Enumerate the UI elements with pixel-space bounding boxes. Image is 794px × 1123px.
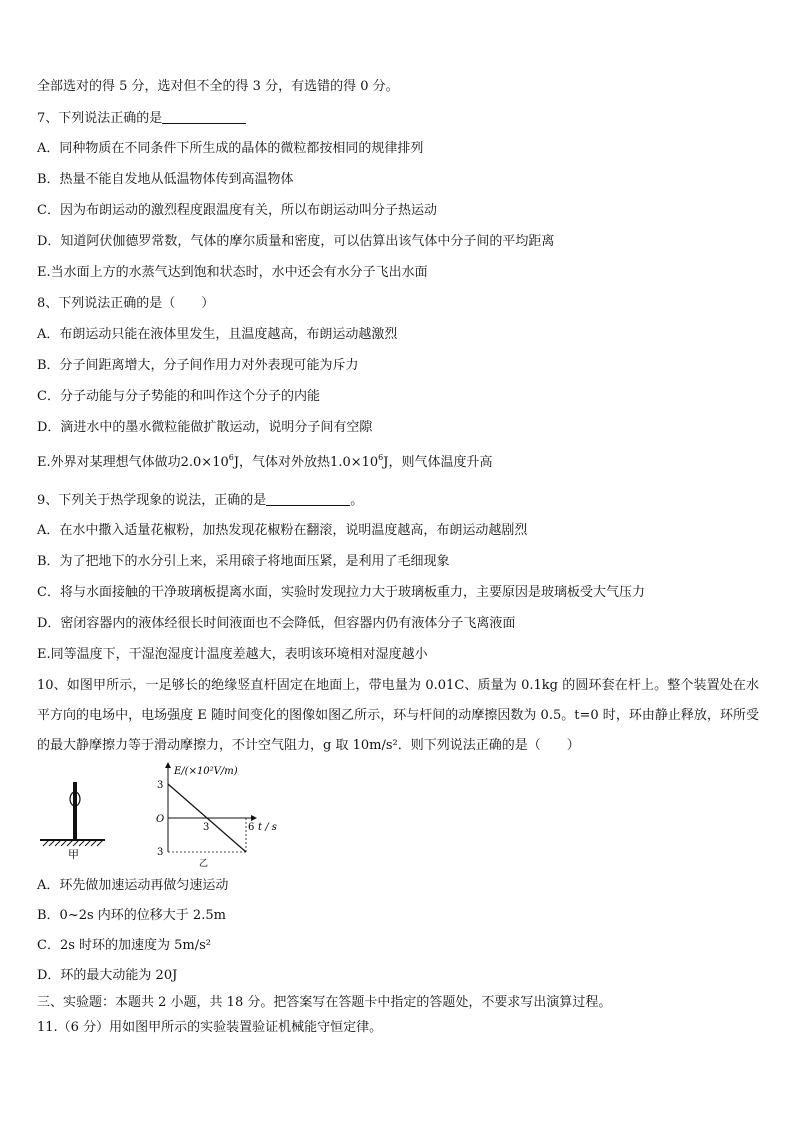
y-axis-arrow bbox=[165, 762, 171, 768]
q7-option-b: B．热量不能自发地从低温物体传到高温物体 bbox=[37, 172, 294, 187]
x-axis-arrow bbox=[251, 815, 257, 821]
q8-option-d: D．滴进水中的墨水微粒能做扩散运动，说明分子间有空隙 bbox=[37, 420, 373, 435]
question-8-stem: 8、下列说法正确的是（ ） bbox=[37, 296, 215, 311]
origin-label: O bbox=[156, 814, 165, 825]
q9-option-c: C．将与水面接触的干净玻璃板提离水面，实验时发现拉力大于玻璃板重力，主要原因是玻璃板受大气压力 bbox=[37, 585, 645, 600]
instruction-text: 全部选对的得 5 分，选对但不全的得 3 分，有选错的得 0 分。 bbox=[37, 79, 399, 94]
q8-option-e: E.外界对某理想气体做功$2.0\times 10^6J$，气体对外放热$1.0\times 10^6J$，则气体温度升高 bbox=[37, 452, 493, 470]
q8-option-c: C．分子动能与分子势能的和叫作这个分子的内能 bbox=[37, 389, 320, 404]
q7-option-c: C．因为布朗运动的激烈程度跟温度有关，所以布朗运动叫分子热运动 bbox=[37, 203, 437, 218]
figure-svg bbox=[37, 762, 297, 868]
q9-option-b: B．为了把地下的水分引上来，采用磙子将地面压紧，是利用了毛细现象 bbox=[37, 554, 450, 569]
answer-blank bbox=[266, 491, 350, 506]
x-axis-label: t / s bbox=[258, 822, 277, 833]
q7-option-a: A．同种物质在不同条件下所生成的晶体的微粒都按相同的规律排列 bbox=[37, 141, 424, 156]
label-yi: 乙 bbox=[199, 859, 209, 868]
q10-option-a: A．环先做加速运动再做匀速运动 bbox=[37, 878, 229, 893]
answer-blank bbox=[162, 109, 246, 124]
q9-option-d: D．密闭容器内的液体经很长时间液面也不会降低，但容器内仍有液体分子飞离液面 bbox=[37, 616, 516, 631]
q10-option-d: D．环的最大动能为 20J bbox=[37, 968, 178, 983]
q8-option-b: B．分子间距离增大，分子间作用力对外表现可能为斥力 bbox=[37, 358, 359, 373]
y-axis-label: E/(×10²V/m) bbox=[174, 766, 238, 777]
section-3-heading: 三、实验题：本题共 2 小题，共 18 分。把答案写在答题卡中指定的答题处，不要求写出演算过程。 bbox=[37, 995, 612, 1010]
q8-option-a: A．布朗运动只能在液体里发生，且温度越高，布朗运动越激烈 bbox=[37, 327, 398, 342]
tick-x-mid: 3 bbox=[203, 822, 210, 833]
question-9-stem: 9、下列关于热学现象的说法，正确的是 。 bbox=[37, 493, 364, 508]
question-10-stem: 10、如图甲所示，一足够长的绝缘竖直杆固定在地面上，带电量为 0.01C、质量为 0.1kg 的圆环套在杆上。整个装置处在水平方向的电场中，电场强度 E 随时间变化的图像如图乙所示，环与杆间的动摩擦因数为 0.5。t=0 时，环由静止释放，环所受的最大静摩擦力等于滑动摩擦力，不计空气阻力，g 取 10m/s²．则下列说法正确的是（ ） bbox=[37, 678, 759, 753]
tick-x-end: 6 bbox=[248, 822, 255, 833]
tick-y-top: 3 bbox=[157, 780, 164, 791]
question-7-stem: 7、下列说法正确的是 bbox=[37, 109, 246, 128]
question-10-figure bbox=[37, 762, 297, 868]
q9-option-a: A．在水中撒入适量花椒粉，加热发现花椒粉在翻滚，说明温度越高，布朗运动越剧烈 bbox=[37, 523, 528, 538]
label-jia: 甲 bbox=[68, 848, 79, 861]
q10-option-b: B．0~2s 内环的位移大于 2.5m bbox=[37, 908, 226, 923]
q7-option-e: E.当水面上方的水蒸气达到饱和状态时，水中还会有水分子飞出水面 bbox=[37, 265, 428, 280]
q7-option-d: D．知道阿伏伽德罗常数，气体的摩尔质量和密度，可以估算出该气体中分子间的平均距离 bbox=[37, 234, 555, 249]
question-11-stem: 11.（6 分）用如图甲所示的实验装置验证机械能守恒定律。 bbox=[37, 1020, 383, 1035]
tick-y-bottom: 3 bbox=[157, 847, 164, 858]
apparatus-jia bbox=[40, 782, 105, 861]
q9-option-e: E.同等温度下，干湿泡湿度计温度差越大，表明该环境相对湿度越小 bbox=[37, 647, 428, 662]
graph-yi bbox=[156, 762, 277, 868]
q10-option-c: C．2s 时环的加速度为 5m/s² bbox=[37, 938, 212, 953]
